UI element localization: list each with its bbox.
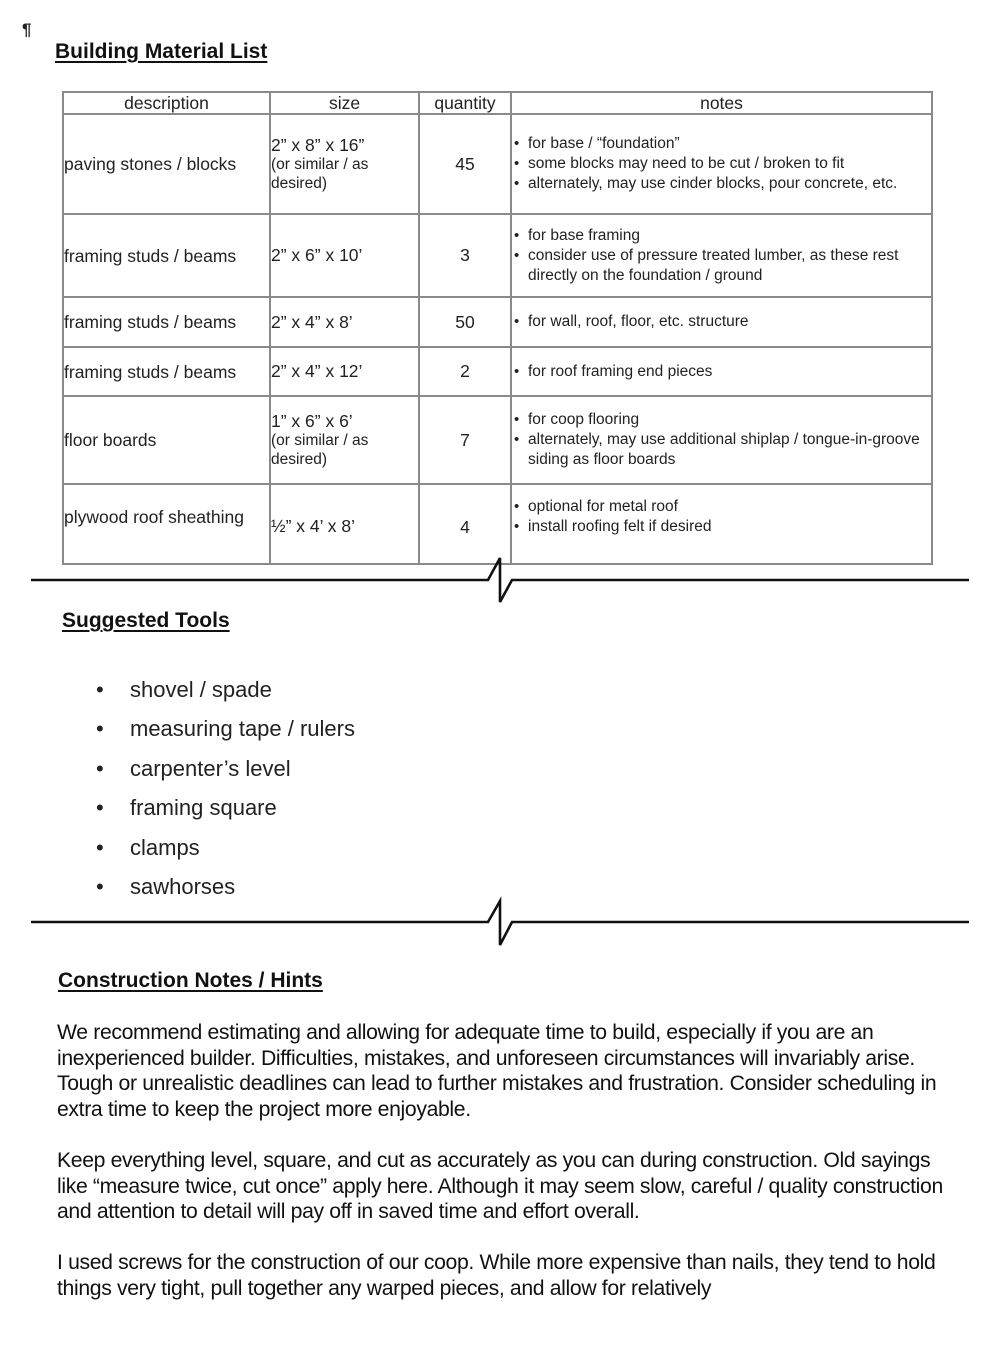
tool-item: • framing square	[80, 788, 580, 827]
table-row	[63, 396, 932, 484]
note-item: • for base / “foundation”	[512, 134, 931, 154]
cell-description: framing studs / beams	[63, 214, 270, 297]
size-value: 2” x 8” x 16”	[271, 134, 365, 155]
cell-description: plywood roof sheathing	[63, 484, 270, 564]
note-item: • for base framing	[512, 226, 931, 246]
cell-notes	[511, 297, 932, 347]
size-value: 2” x 4” x 12’	[271, 361, 363, 381]
cell-notes	[511, 114, 932, 214]
table-row	[63, 347, 932, 396]
notes-list	[512, 226, 931, 286]
column-header-size: size	[270, 92, 419, 114]
tools-list	[80, 670, 580, 906]
section-break-icon	[0, 893, 1002, 953]
column-header-notes: notes	[511, 92, 932, 114]
note-item: • for coop flooring	[512, 410, 931, 430]
section-break-icon	[0, 550, 1002, 610]
cell-quantity: 45	[419, 114, 511, 214]
notes-paragraph: I used screws for the construction of our coop. While more expensive than nails, they tend to hold things very tight, pull together any warped pieces, and allow for relatively	[57, 1251, 936, 1300]
materials-table-container	[60, 89, 934, 537]
cell-description: framing studs / beams	[63, 297, 270, 347]
cell-size	[270, 396, 419, 484]
tools-list-container	[80, 670, 580, 899]
note-item: • optional for metal roof	[512, 497, 931, 517]
size-value: 2” x 6” x 10’	[271, 245, 363, 265]
note-item: • alternately, may use cinder blocks, pour concrete, etc.	[512, 174, 931, 194]
cell-quantity: 4	[419, 484, 511, 564]
table-row	[63, 214, 932, 297]
cell-description: framing studs / beams	[63, 347, 270, 396]
column-header-quantity: quantity	[419, 92, 511, 114]
tool-item: • carpenter’s level	[80, 749, 580, 788]
size-value: 1” x 6” x 6’	[271, 410, 353, 431]
materials-heading: Building Material List	[55, 40, 268, 63]
notes-list	[512, 497, 931, 537]
note-item: • consider use of pressure treated lumber, as these rest directly on the foundation / ground	[512, 246, 931, 286]
cell-description: floor boards	[63, 396, 270, 484]
table-row	[63, 114, 932, 214]
cell-size	[270, 114, 419, 214]
cell-quantity: 2	[419, 347, 511, 396]
size-note: (or similar / as desired)	[271, 155, 369, 192]
cell-size	[270, 297, 419, 347]
note-item: • for wall, roof, floor, etc. structure	[512, 312, 931, 332]
tool-item: • clamps	[80, 828, 580, 867]
tool-item: • sawhorses	[80, 867, 580, 906]
cell-quantity: 50	[419, 297, 511, 347]
notes-list	[512, 134, 931, 194]
note-item: • for roof framing end pieces	[512, 362, 931, 382]
column-header-description: description	[63, 92, 270, 114]
notes-paragraph: Keep everything level, square, and cut as accurately as you can during construction. Old sayings like “measure twice, cut once” apply here. Although it may seem slow, careful / quality construction and attention to detail will pay off in saved time and effort overall.	[57, 1148, 943, 1224]
notes-heading: Construction Notes / Hints	[58, 969, 323, 992]
size-note: (or similar / as desired)	[271, 431, 369, 468]
notes-list	[512, 362, 931, 382]
cell-quantity: 7	[419, 396, 511, 484]
cell-size	[270, 347, 419, 396]
cell-quantity: 3	[419, 214, 511, 297]
size-value: ½” x 4’ x 8’	[271, 516, 355, 536]
tools-heading: Suggested Tools	[62, 609, 230, 632]
cell-notes	[511, 347, 932, 396]
notes-paragraph: We recommend estimating and allowing for adequate time to build, especially if you are an inexperienced builder. Difficulties, mistakes, and unforeseen circumstances will invariably arise. Tough or unrealistic deadlines can lead to further mistakes and frustration. Consider scheduling in extra time to keep the project more enjoyable.	[57, 1021, 937, 1121]
table-row	[63, 297, 932, 347]
note-item: • some blocks may need to be cut / broken to fit	[512, 154, 931, 174]
tool-item: • shovel / spade	[80, 670, 580, 709]
notes-body	[57, 1020, 957, 1325]
materials-table	[62, 91, 933, 565]
size-value: 2” x 4” x 8’	[271, 311, 353, 332]
table-header-row	[63, 92, 932, 114]
paragraph-mark-icon: ¶	[22, 20, 32, 39]
notes-list	[512, 312, 931, 332]
cell-notes	[511, 214, 932, 297]
notes-list	[512, 410, 931, 470]
cell-description: paving stones / blocks	[63, 114, 270, 214]
note-item: • install roofing felt if desired	[512, 517, 931, 537]
cell-notes	[511, 396, 932, 484]
cell-size	[270, 214, 419, 297]
tool-item: • measuring tape / rulers	[80, 709, 580, 748]
note-item: • alternately, may use additional shiplap / tongue-in-groove siding as floor boards	[512, 430, 931, 470]
